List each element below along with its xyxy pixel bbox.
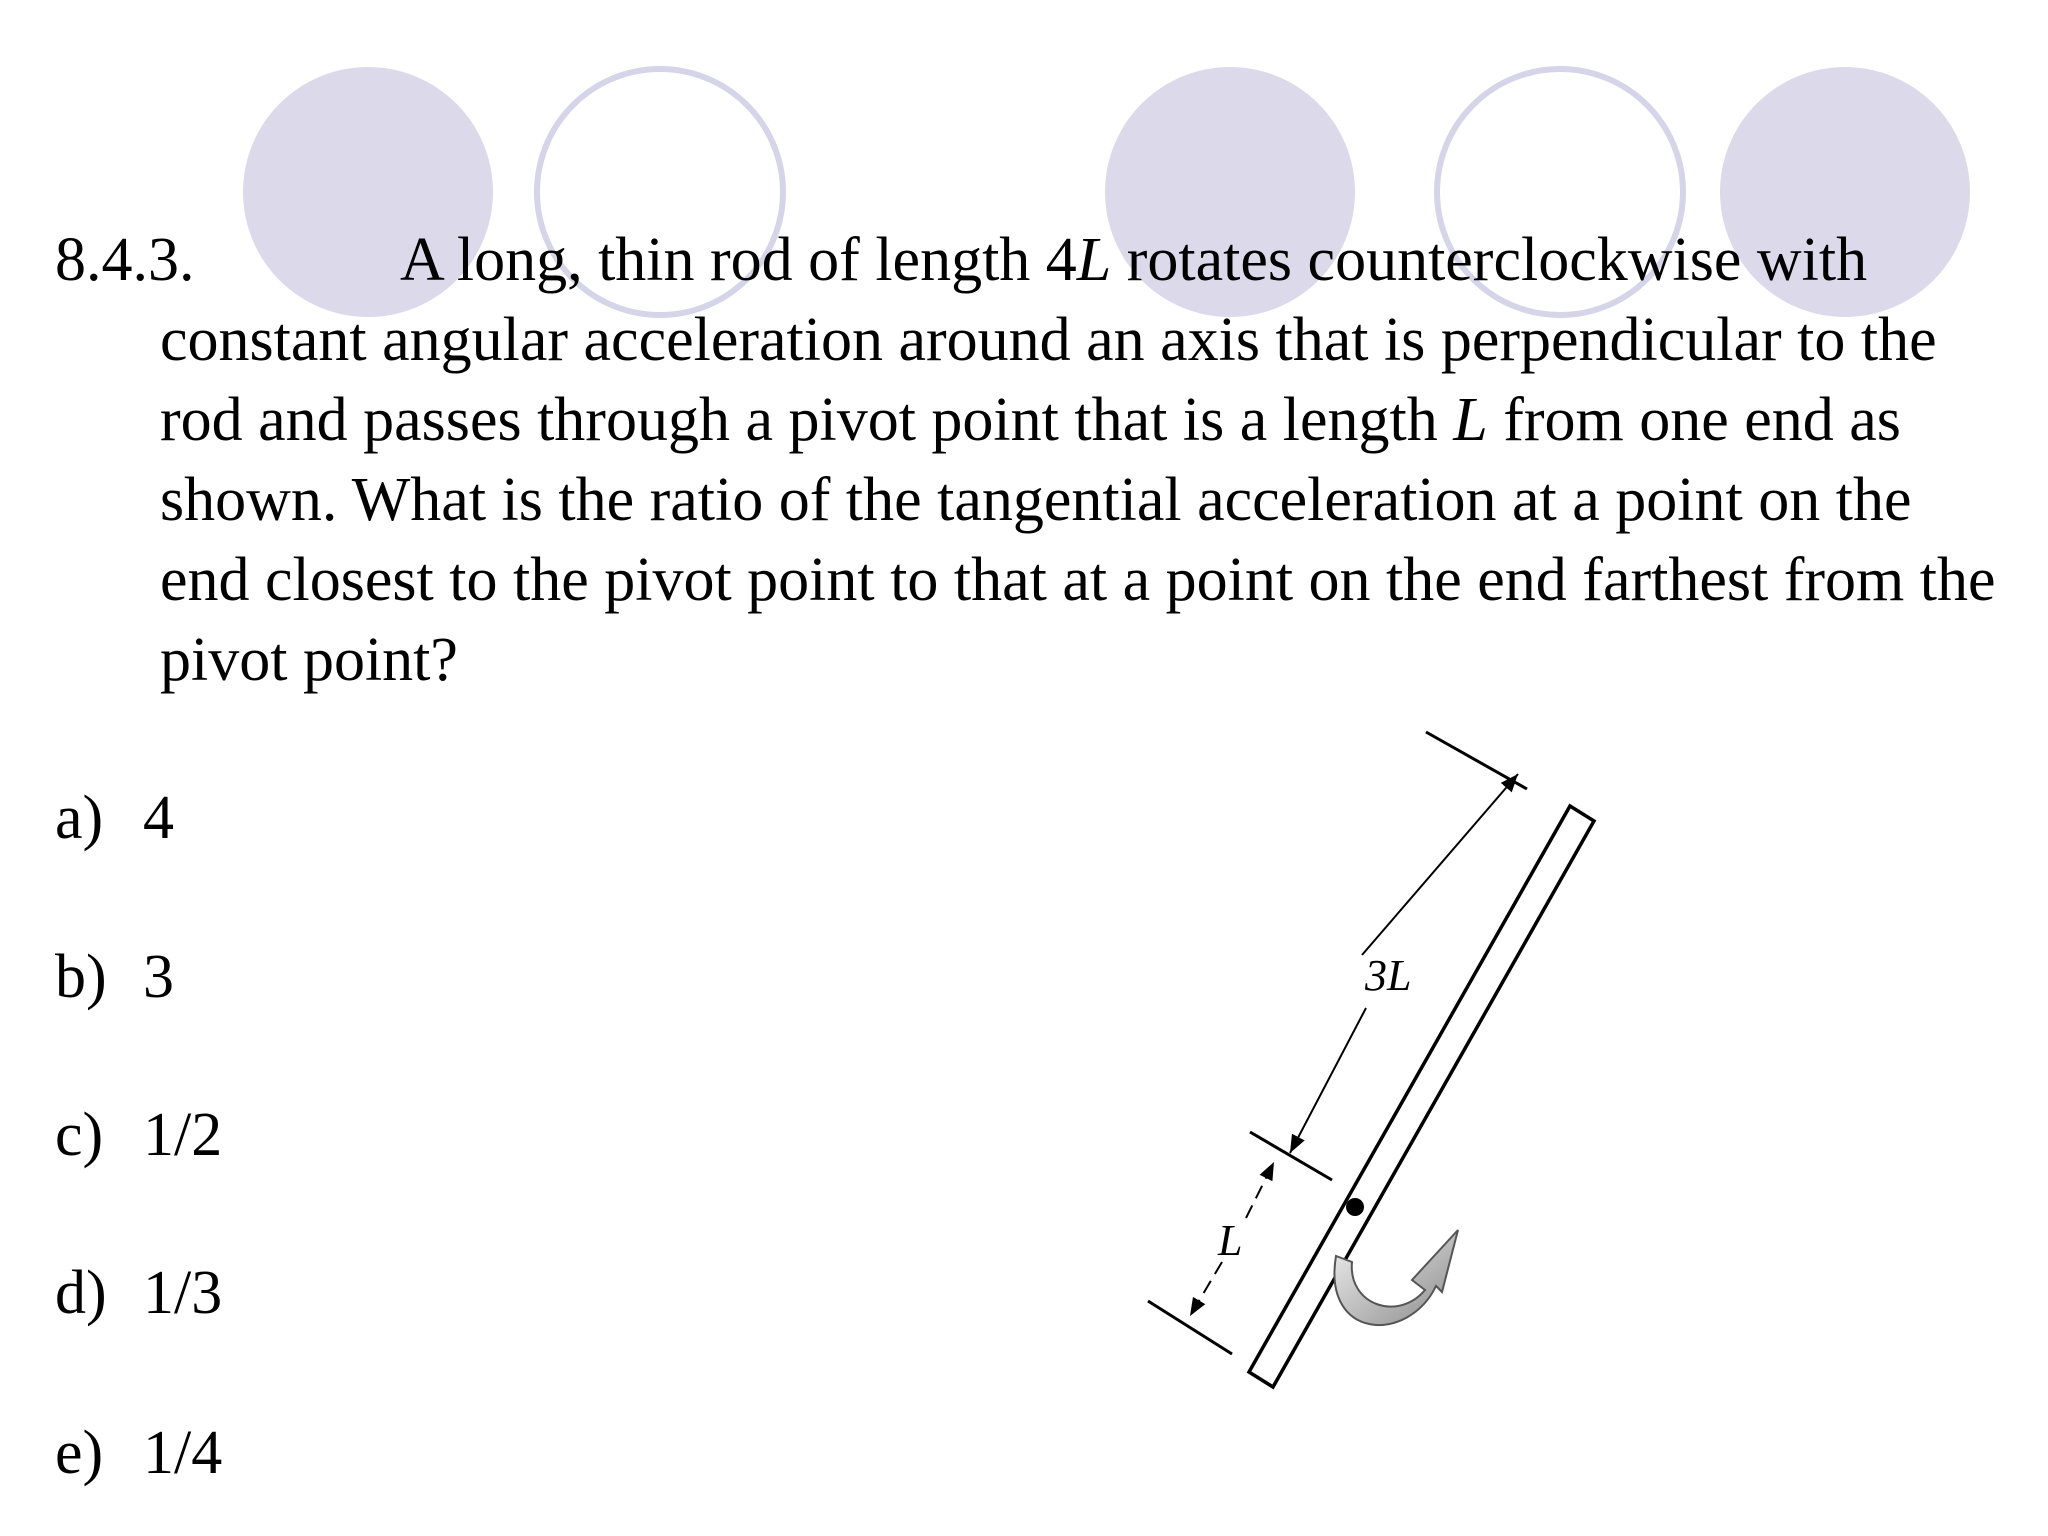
label-3L: 3L bbox=[1365, 951, 1412, 1000]
question bbox=[55, 220, 2015, 700]
option-value: 3 bbox=[143, 943, 174, 1011]
option-letter: a) bbox=[55, 784, 104, 852]
dimension-line-3L-lower bbox=[1290, 1008, 1366, 1153]
option-value: 1/2 bbox=[143, 1101, 223, 1169]
answer-option-a bbox=[55, 783, 174, 853]
question-number: 8.4.3. bbox=[55, 226, 195, 294]
option-value: 4 bbox=[143, 784, 174, 852]
answer-option-b bbox=[55, 942, 174, 1012]
option-letter: b) bbox=[55, 943, 107, 1011]
dimension-line-L-upper bbox=[1246, 1162, 1274, 1218]
answer-option-c bbox=[55, 1100, 222, 1170]
option-value: 1/3 bbox=[143, 1259, 223, 1327]
dimension-line-3L-upper bbox=[1362, 774, 1518, 955]
option-letter: d) bbox=[55, 1259, 107, 1327]
answer-option-d bbox=[55, 1258, 222, 1328]
pivot-point bbox=[1346, 1198, 1364, 1216]
question-text: A long, thin rod of length 4L rotates counterclockwise with constant angular acceleration around an axis that is perpendicular to the rod and passes through a pivot point that is a length L from one end as shown. What is the ratio of the tangential acceleration at a point on the end closest to the pivot point to that at a point on the end farthest from the pivot point? bbox=[160, 226, 1996, 694]
option-letter: e) bbox=[55, 1419, 104, 1487]
option-value: 1/4 bbox=[143, 1419, 223, 1487]
dimension-tick-middle bbox=[1250, 1132, 1332, 1180]
dimension-line-L-lower bbox=[1190, 1262, 1222, 1316]
dimension-tick-bottom bbox=[1148, 1301, 1232, 1354]
label-L: L bbox=[1218, 1216, 1243, 1265]
answer-option-e bbox=[55, 1418, 222, 1488]
option-letter: c) bbox=[55, 1101, 104, 1169]
rod-diagram bbox=[1100, 710, 1620, 1410]
